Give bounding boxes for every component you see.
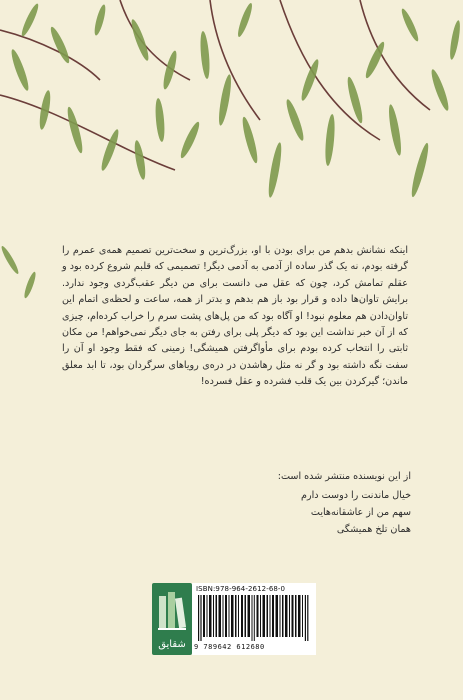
barcode-bars bbox=[198, 595, 310, 641]
other-book-title-2: سهم من از عاشقانه‌هایت bbox=[310, 507, 411, 518]
other-book-title-3: همان تلخ همیشگی bbox=[336, 524, 411, 535]
isbn-barcode bbox=[192, 583, 316, 655]
back-cover-blurb bbox=[62, 243, 408, 391]
blurb-paragraph: اینکه نشانش بدهم من برای بودن با او، بزرگ‌ترین و سخت‌ترین تصمیم همه‌ی عمرم را گرفته بودم، نه یک گذر ساده از آدمی به آدمی دیگر! تصمیمی که قلبم شروع کرده بود و عقلم تمامش کرد، چون که عقل می دانست برای من دیگر عقب‌گردی وجود ندارد. برایش تاوان‌ها داده و قرار بود باز هم بدهم و بدتر از همه، ساعت و لحظه‌ی اتمام این تاوان‌دادن هم معلوم نبود! او آگاه بود که من پل‌های پشت سرم را خراب کرده‌ام، چیزی که از آن خبر نداشت این بود که دیگر پلی برای رفتن به جای دیگر نمی‌خواهم! من مکان ثابتی را انتخاب کرده بودم برای مأواگرفتن همیشگی! زمینی که فقط وجود او آن را سفت نگه داشته بود و گر نه مثل رهاشدن در دره‌ی رویاهای سرگردان بود، تا ابد معلق ماندن؛ گیرکردن بین یک قلب فشرده و عقل فسرده! bbox=[62, 245, 408, 388]
publisher-name: شقایق bbox=[158, 639, 186, 650]
books-icon bbox=[157, 588, 187, 630]
isbn-label: ISBN:978-964-2612-68-0 bbox=[196, 585, 286, 593]
other-books-heading: از این نویسنده منتشر شده است: bbox=[277, 471, 411, 482]
other-book-title-1: خیال ماندنت را دوست دارم bbox=[301, 490, 411, 501]
barcode-digits: 9 789642 612680 bbox=[194, 643, 265, 651]
other-books-list bbox=[111, 468, 411, 538]
publisher-logo bbox=[152, 583, 192, 655]
